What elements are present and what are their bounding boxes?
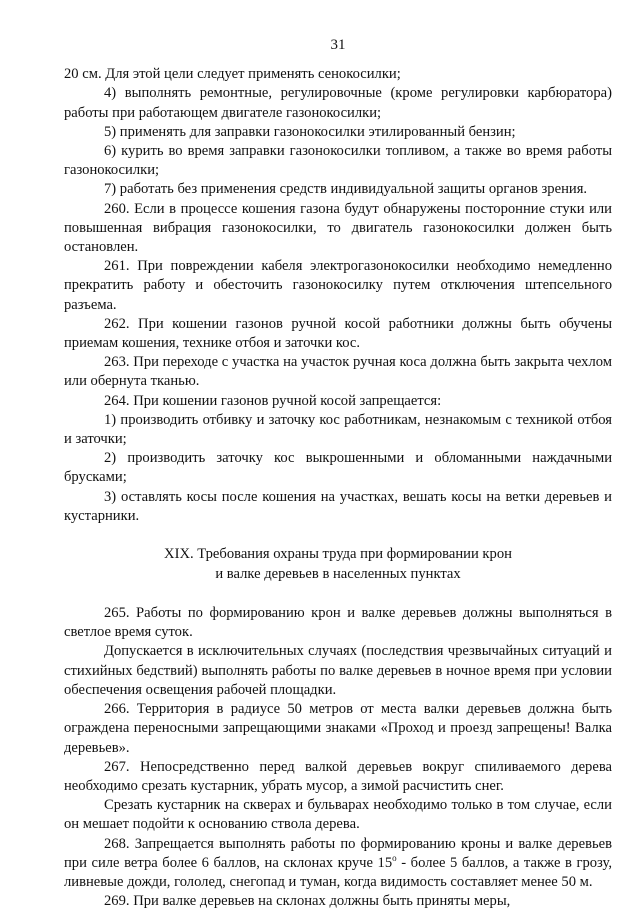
- paragraph-265-exception: Допускается в исключительных случаях (последствия чрезвычайных ситуаций и стихийных бедствий) выполнять работы по валке деревьев в ночное время при условии обеспечения освещения рабочей площадки.: [64, 643, 612, 698]
- paragraph-268-part-1: 268. Запрещается выполнять работы по формированию кроны и валке деревьев при силе ветра более 6 баллов, на склонах круче 15: [64, 835, 612, 871]
- list-item-264-2: 2) производить заточку кос выкрошенными и обломанными наждачными брусками;: [64, 450, 612, 486]
- paragraph-261: 261. При повреждении кабеля электрогазонокосилки необходимо немедленно прекратить работу и обесточить газонокосилку путем отключения штепсельного разъема.: [64, 258, 612, 313]
- list-item-7: 7) работать без применения средств индивидуальной защиты органов зрения.: [104, 181, 588, 198]
- paragraph-264: 264. При кошении газонов ручной косой запрещается:: [104, 392, 442, 409]
- list-item-4: 4) выполнять ремонтные, регулировочные (кроме регулировки карбюратора) работы при работающем двигателе газонокосилки;: [64, 85, 612, 121]
- paragraph-266: 266. Территория в радиусе 50 метров от места валки деревьев должна быть ограждена переносными запрещающими знаками «Проход и проезд запрещены! Валка деревьев».: [64, 701, 612, 756]
- document-page: [64, 36, 612, 910]
- section-heading-line-2: и валке деревьев в населенных пунктах: [215, 565, 461, 582]
- list-item-264-3: 3) оставлять косы после кошения на участках, вешать косы на ветки деревьев и кустарники.: [64, 488, 612, 524]
- paragraph-263: 263. При переходе с участка на участок ручная коса должна быть закрыта чехлом или обернута тканью.: [64, 354, 612, 390]
- section-heading: [64, 545, 612, 584]
- paragraph-260: 260. Если в процессе кошения газона будут обнаружены посторонние стуки или повышенная вибрация газонокосилки, то двигатель газонокосилки должен быть остановлен.: [64, 200, 612, 256]
- paragraph-265: 265. Работы по формированию крон и валке деревьев должны выполняться в светлое время суток.: [64, 605, 612, 641]
- list-item-264-1: 1) производить отбивку и заточку кос работникам, незнакомым с техникой отбоя и заточки;: [64, 411, 612, 448]
- page-number: 31: [330, 37, 346, 53]
- section-heading-line-1: XIX. Требования охраны труда при формировании крон: [164, 546, 512, 563]
- list-item-6: 6) курить во время заправки газонокосилки топливом, а также во время работы газонокосилки;: [64, 143, 612, 179]
- list-item-5: 5) применять для заправки газонокосилки этилированный бензин;: [104, 123, 516, 140]
- degree-superscript: o: [392, 852, 397, 863]
- paragraph-continuation: 20 см. Для этой цели следует применять сенокосилки;: [64, 66, 401, 83]
- paragraph-267-shrubs: Срезать кустарник на скверах и бульварах необходимо только в том случае, если он мешает подойти к основанию ствола дерева.: [64, 797, 612, 833]
- paragraph-267: 267. Непосредственно перед валкой деревьев вокруг спиливаемого дерева необходимо срезать кустарник, убрать мусор, а зимой расчистить снег.: [64, 758, 612, 794]
- paragraph-269: 269. При валке деревьев на склонах должны быть приняты меры,: [104, 893, 511, 910]
- paragraph-268-part-2: - более 5 баллов, а также в грозу, ливневые дожди, гололед, снегопад и туман, когда видимость составляет менее 50 м.: [64, 854, 612, 890]
- paragraph-268: [64, 835, 612, 893]
- paragraph-262: 262. При кошении газонов ручной косой работники должны быть обучены приемам кошения, технике отбоя и заточки кос.: [64, 315, 612, 352]
